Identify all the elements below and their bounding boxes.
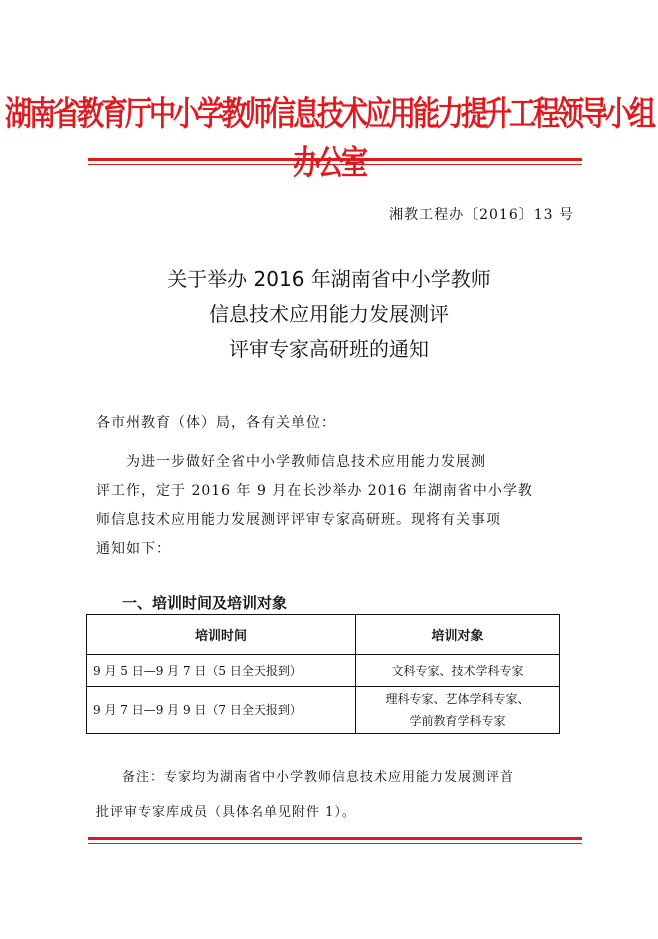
- paragraph-line: 通知如下：: [96, 541, 171, 557]
- header-red-rule-thick: [88, 158, 582, 161]
- footer-red-rule-thick: [88, 837, 582, 840]
- document-number: 湘教工程办〔2016〕13 号: [389, 207, 574, 223]
- training-time-cell: 9 月 7 日—9 月 9 日（7 日全天报到）: [87, 687, 356, 734]
- training-target-cell: [356, 687, 560, 734]
- target-line: 学前教育学科专家: [409, 714, 506, 728]
- column-header-time: 培训时间: [87, 615, 356, 655]
- intro-paragraph: [96, 448, 581, 564]
- training-time-cell: 9 月 5 日—9 月 7 日（5 日全天报到）: [87, 655, 356, 687]
- note-line: 批评审专家库成员（具体名单见附件 1）。: [96, 805, 356, 820]
- footer-red-rule-thin: [88, 843, 582, 844]
- issuing-office-header: 湖南省教育厅中小学教师信息技术应用能力提升工程领导小组: [5, 95, 653, 134]
- target-line: 文科专家、技术学科专家: [391, 664, 524, 678]
- header-red-rule-thin: [88, 164, 582, 165]
- salutation: 各市州教育（体）局，各有关单位：: [96, 415, 336, 431]
- target-line: 理科专家、艺体学科专家、: [385, 692, 530, 706]
- table-row: [87, 687, 560, 734]
- title-line: 关于举办 2016 年湖南省中小学教师: [167, 267, 491, 291]
- training-schedule-table: [86, 614, 560, 734]
- table-header-row: [87, 615, 560, 655]
- paragraph-line: 为进一步做好全省中小学教师信息技术应用能力发展测: [126, 454, 486, 470]
- training-target-cell: [356, 655, 560, 687]
- notice-title: [0, 262, 658, 367]
- title-line: 信息技术应用能力发展测评: [209, 302, 449, 326]
- section-heading: 一、培训时间及培训对象: [122, 594, 288, 612]
- note-line: 备注：专家均为湖南省中小学教师信息技术应用能力发展测评首: [122, 770, 515, 785]
- table-row: [87, 655, 560, 687]
- column-header-target: 培训对象: [356, 615, 560, 655]
- paragraph-line: 评工作，定于 2016 年 9 月在长沙举办 2016 年湖南省中小学教: [96, 483, 533, 499]
- remark-note: [96, 760, 586, 830]
- title-line: 评审专家高研班的通知: [229, 337, 429, 361]
- paragraph-line: 师信息技术应用能力发展测评评审专家高研班。现将有关事项: [96, 512, 501, 528]
